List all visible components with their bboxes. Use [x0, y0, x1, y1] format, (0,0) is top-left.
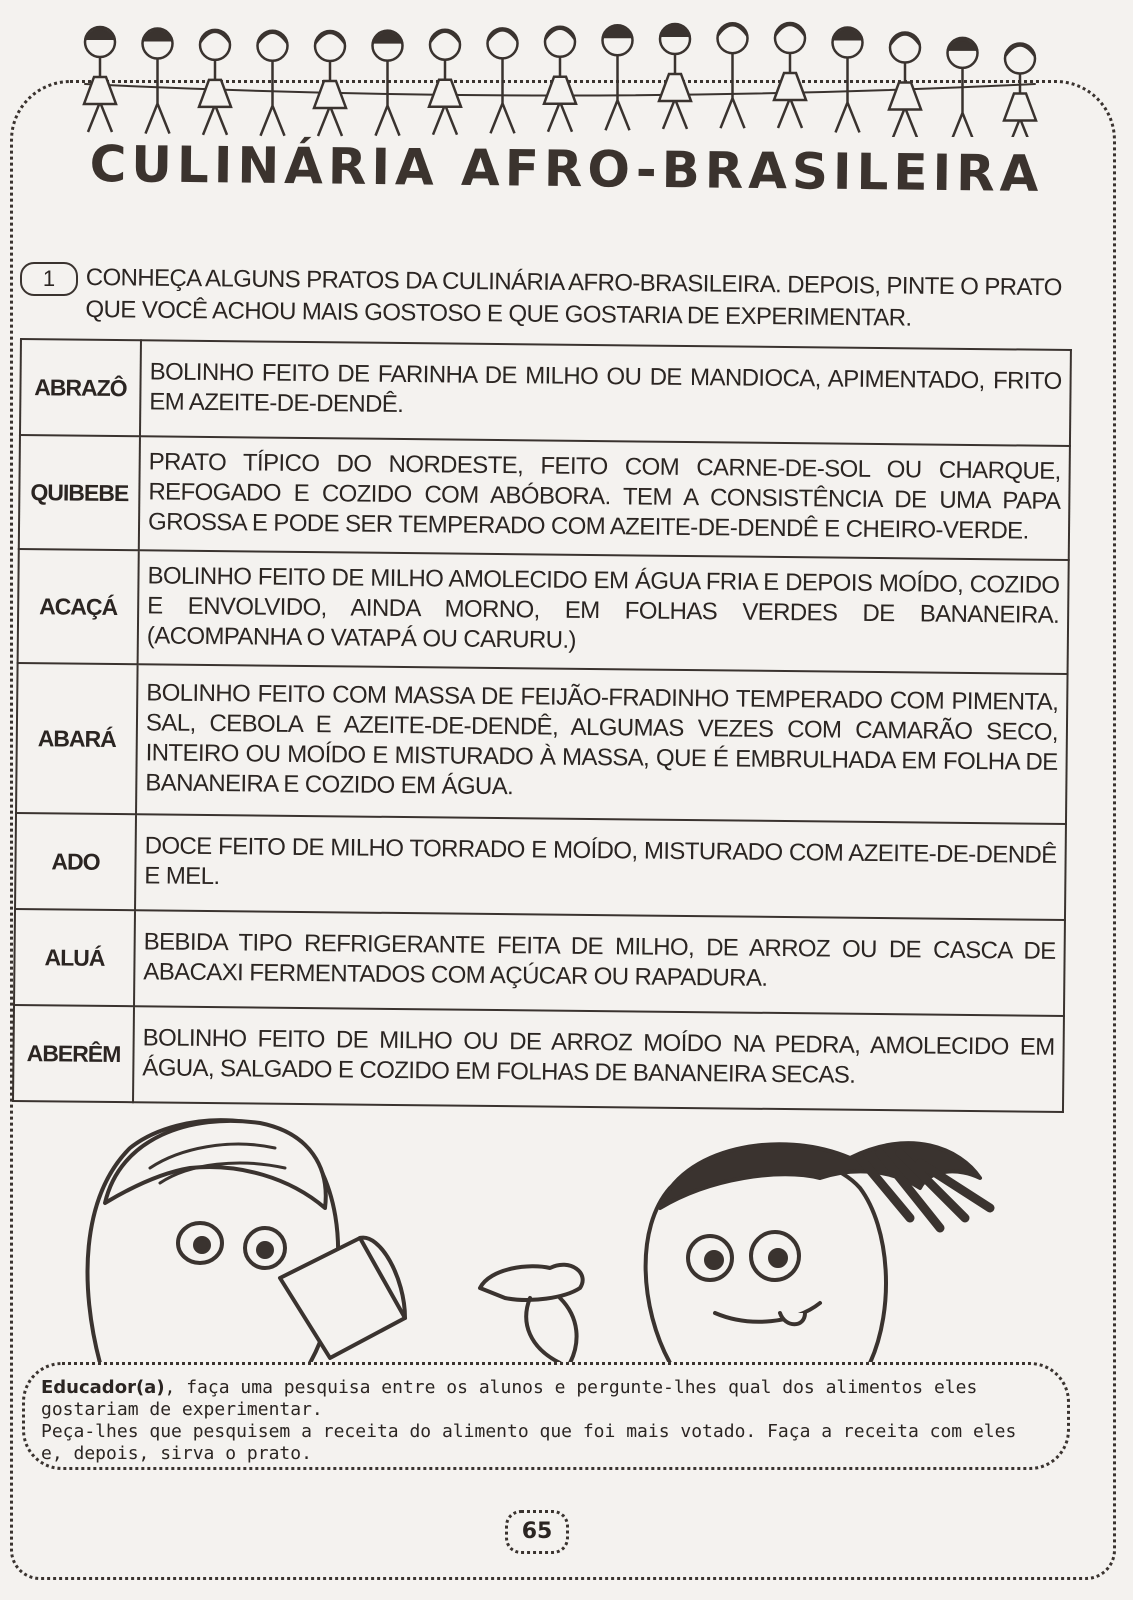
dish-description: DOCE FEITO DE MILHO TORRADO E MOÍDO, MISTURADO COM AZEITE-DE-DENDÊ E MEL. [135, 814, 1066, 920]
dish-name: ACAÇÁ [18, 549, 139, 664]
children-holding-hands-illustration [75, 12, 1045, 137]
child-figure [889, 32, 921, 137]
child-figure [774, 23, 806, 128]
dish-name: QUIBEBE [19, 435, 140, 550]
question-instruction: CONHEÇA ALGUNS PRATOS DA CULINÁRIA AFRO-BRASILEIRA. DEPOIS, PINTE O PRATO QUE VOCÊ ACHOU MAIS GOSTOSO E QUE GOSTARIA DE EXPERIMENTAR. [85, 263, 1062, 332]
dish-name: ABRAZÔ [20, 339, 141, 436]
child-figure [373, 31, 403, 136]
child-figure [143, 29, 173, 134]
dish-name: ABERÊM [13, 1005, 134, 1102]
dish-description: BOLINHO FEITO DE MILHO AMOLECIDO EM ÁGUA FRIA E DEPOIS MOÍDO, COZIDO E ENVOLVIDO, AINDA MORNO, EM FOLHAS VERDES DE BANANEIRA. (ACOMPANHA O VATAPÁ OU CARURU.) [138, 550, 1069, 674]
table-row [19, 435, 1070, 560]
dish-description: BOLINHO FEITO DE MILHO OU DE ARROZ MOÍDO NA PEDRA, AMOLECIDO EM ÁGUA, SALGADO E COZIDO EM FOLHAS DE BANANEIRA SECAS. [133, 1006, 1064, 1112]
child-figure [314, 31, 346, 136]
child-figure [603, 25, 633, 130]
educator-note [22, 1362, 1070, 1470]
page-number: 65 [505, 1510, 569, 1554]
dish-description: BOLINHO FEITO COM MASSA DE FEIJÃO-FRADINHO TEMPERADO COM PIMENTA, SAL, CEBOLA E AZEITE-DE-DENDÊ, ALGUMAS VEZES COM CAMARÃO SECO, INTEIRO OU MOÍDO E MISTURADO À MASSA, QUE É EMBRULHADA EM FOLHA DE BANANEIRA E COZIDO EM ÁGUA. [136, 664, 1068, 824]
child-figure [1004, 43, 1036, 137]
dish-name: ALUÁ [14, 909, 135, 1006]
dish-description: BOLINHO FEITO DE FARINHA DE MILHO OU DE MANDIOCA, APIMENTADO, FRITO EM AZEITE-DE-DENDÊ. [140, 340, 1071, 446]
children-eating-illustration [60, 1108, 1070, 1363]
child-figure [488, 28, 518, 133]
child-figure [659, 24, 691, 129]
page-title: CULINÁRIA AFRO-BRASILEIRA [89, 135, 1044, 203]
child-figure [718, 23, 748, 128]
table-row [14, 909, 1065, 1016]
dish-name: ADO [15, 813, 136, 910]
dish-description: BEBIDA TIPO REFRIGERANTE FEITA DE MILHO, DE ARROZ OU DE CASCA DE ABACAXI FERMENTADOS COM AÇÚCAR OU RAPADURA. [134, 910, 1065, 1016]
table-row [13, 1005, 1064, 1112]
snack [480, 1265, 583, 1300]
child-figure [833, 27, 863, 132]
table-row [20, 339, 1071, 446]
dish-name: ABARÁ [16, 663, 138, 814]
educator-note-text: , faça uma pesquisa entre os alunos e pergunte-lhes qual dos alimentos eles gostariam de experimentar. [41, 1377, 978, 1420]
child-figure [544, 27, 576, 132]
educator-note-label: Educador(a) [41, 1377, 165, 1398]
child-figure [429, 30, 461, 135]
child-figure [84, 27, 116, 132]
child-figure [199, 30, 231, 135]
question-number-badge: 1 [20, 262, 78, 296]
child-figure [258, 31, 288, 136]
table-row [18, 549, 1069, 674]
table-row [15, 813, 1066, 920]
dish-description: PRATO TÍPICO DO NORDESTE, FEITO COM CARNE-DE-SOL OU CHARQUE, REFOGADO E COZIDO COM ABÓBORA. TEM A CONSISTÊNCIA DE UMA PAPA GROSSA E PODE SER TEMPERADO COM AZEITE-DE-DENDÊ E CHEIRO-VERDE. [139, 436, 1070, 560]
dishes-table [12, 338, 1072, 1113]
educator-note-text-2: Peça-lhes que pesquisem a receita do alimento que foi mais votado. Faça a receita com eles e, depois, sirva o prato. [41, 1421, 1017, 1464]
table-row [16, 663, 1068, 824]
